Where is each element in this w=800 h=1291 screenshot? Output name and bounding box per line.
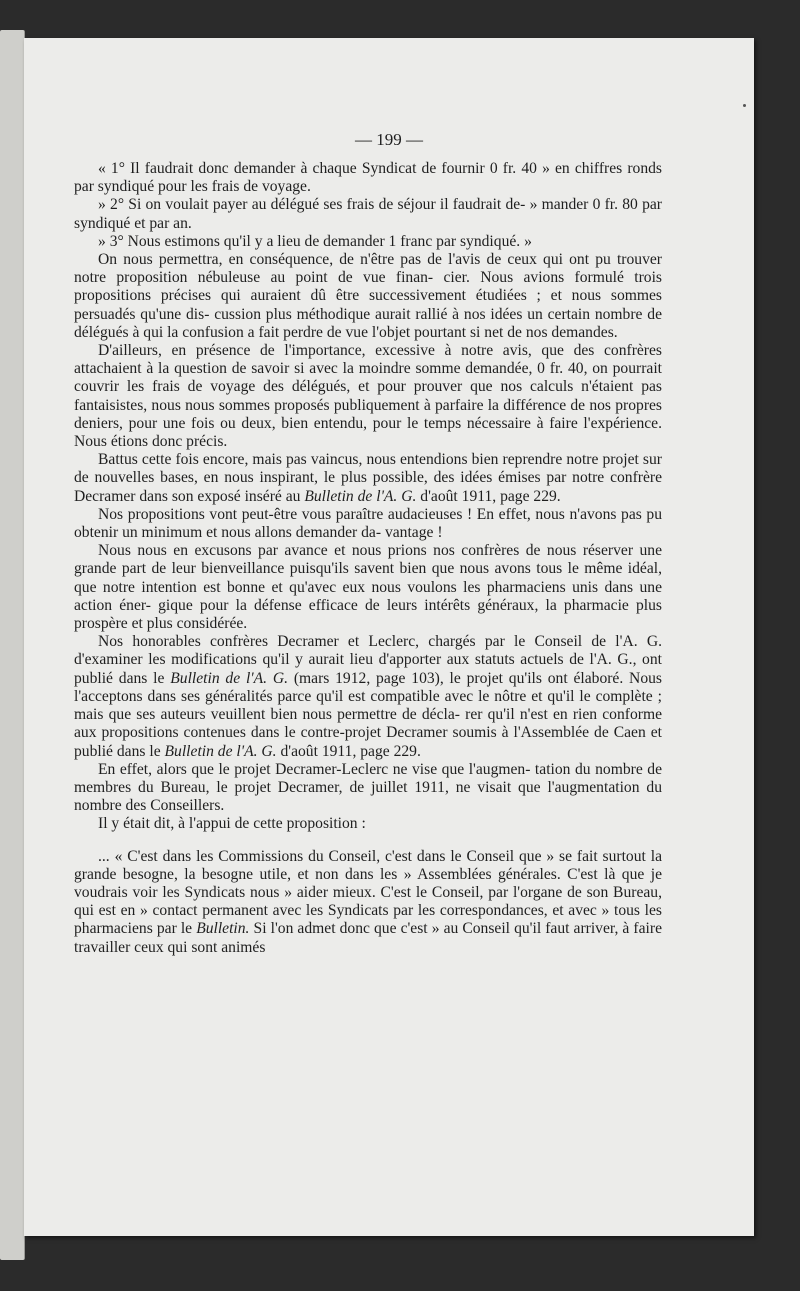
paragraph-12-text: ... « C'est dans les Commissions du Conseil, c'est dans le Conseil que » se fait surtout la grande besogne, la besogne utile, et non dans les » Assemblées générales. C'est là que je voudrais voir les Syndicats nous » aider mieux. C'est le Conseil, par l'organe de son Bureau, qui est en » contact permanent avec les Syndicats par les correspondances, et avec » tous les pharmaciens par le — [74, 847, 662, 938]
paragraph-8: Nous nous en excusons par avance et nous prions nos confrères de nous réserver une grande part de leur bienveillance puisqu'ils savent bien que nous avons tous le même idéal, que notre intention est bonne et qu'avec eux nous voulons les pharmaciens unis dans une action éner- gique pour la défense efficace de leurs intérêts généraux, la pharmacie plus prospère et plus considérée. — [74, 542, 662, 633]
paragraph-9-cont: (mars 1912, page 103), le projet qu'ils ont élaboré. Nous l'acceptons dans ses généralités parce qu'il est compatible avec le nôtre et qu'il le complète ; mais que ses auteurs veuillent bien nous permettre de décla- rer qu'il n'est en rien conforme aux propositions contenues dans le contre-projet Decramer soumis à l'Assemblée de Caen et publié dans le — [74, 669, 662, 760]
paragraph-6-text: Battus cette fois encore, mais pas vaincus, nous entendions bien reprendre notre projet sur de nouvelles bases, en nous inspirant, le plus possible, des idées émises par notre confrère Decramer dans son exposé inséré au — [74, 451, 662, 505]
paragraph-4: On nous permettra, en conséquence, de n'être pas de l'avis de ceux qui ont pu trouver notre proposition nébuleuse au point de vue finan- cier. Nous avions formulé trois propositions précises qui auraient dû être successivement étudiées ; et nous sommes persuadés qu'une dis- cussion plus méthodique aurait rallié à nos idées un certain nombre de délégués à qui la confusion a fait perdre de vue l'objet pourtant si net de nos demandes. — [74, 251, 662, 341]
bulletin-reference: Bulletin de l'A. G. — [304, 487, 417, 505]
bulletin-reference-4: Bulletin. — [196, 920, 250, 938]
paragraph-5: D'ailleurs, en présence de l'importance, excessive à notre avis, que des confrères attachaient à la question de savoir si avec la moindre somme demandée, 0 fr. 40, on pourrait couvrir les frais de voyage des délégués, et pour prouver que nos calculs n'étaient pas fantaisistes, nous nous sommes proposés publiquement à parfaire la différence de nos propres deniers, pour une fois ou deux, bien entendu, pour le temps nécessaire à faire l'expérience. Nous étions donc précis. — [74, 342, 662, 451]
paragraph-1: « 1° Il faudrait donc demander à chaque Syndicat de fournir 0 fr. 40 » en chiffres ronds par syndiqué pour les frais de voyage. — [74, 160, 662, 196]
paragraph-2: » 2° Si on voulait payer au délégué ses frais de séjour il faudrait de- » mander 0 fr. 80 par syndiqué et par an. — [74, 196, 662, 232]
paragraph-12-tail: Si l'on admet donc que c'est » au Conseil qu'il faut arriver, à faire travailler ceux qui sont animés — [74, 920, 662, 956]
paragraph-11: Il y était dit, à l'appui de cette proposition : — [98, 815, 366, 833]
bulletin-reference-3: Bulletin de l'A. G. — [164, 742, 277, 760]
page-mark — [743, 104, 746, 107]
book-page — [24, 38, 754, 1236]
previous-page-edge — [0, 30, 25, 1260]
paragraph-3: » 3° Nous estimons qu'il y a lieu de demander 1 franc par syndiqué. » — [98, 232, 532, 250]
paragraph-9-text: Nos honorables confrères Decramer et Leclerc, chargés par le Conseil de l'A. G. d'examiner les modifications qu'il y aurait lieu d'apporter aux statuts actuels de l'A. G., ont publié dans le — [74, 633, 662, 687]
paragraph-9-tail: d'août 1911, page 229. — [276, 742, 421, 760]
paragraph-6-tail: d'août 1911, page 229. — [416, 487, 561, 505]
paragraph-7: Nos propositions vont peut-être vous paraître audacieuses ! En effet, nous n'avons pas pu obtenir un minimum et nous allons demander da- vantage ! — [74, 505, 662, 542]
paragraph-6 — [74, 451, 662, 506]
paragraph-9 — [74, 633, 662, 760]
page-text — [74, 160, 662, 957]
paragraph-12 — [74, 848, 662, 957]
bulletin-reference-2: Bulletin de l'A. G. — [170, 669, 289, 687]
paragraph-10: En effet, alors que le projet Decramer-Leclerc ne vise que l'augmen- tation du nombre de membres du Bureau, le projet Decramer, de juillet 1911, ne visait que l'augmentation du nombre des Conseillers. — [74, 760, 662, 815]
page-number: — 199 — — [355, 130, 423, 149]
